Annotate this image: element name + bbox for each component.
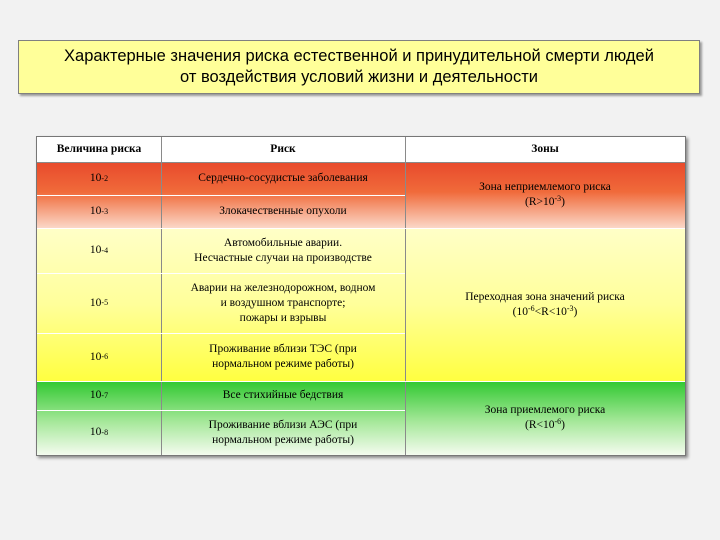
risk-description-cell: Сердечно-сосудистые заболевания (198, 172, 368, 184)
risk-description-cell: Злокачественные опухоли (219, 205, 347, 217)
risk-value-cell: 10 -5 (89, 296, 109, 309)
risk-value-cell: 10 -3 (89, 205, 109, 217)
header-zones: Зоны (405, 137, 685, 162)
grid-line (405, 137, 406, 455)
grid-line (161, 137, 162, 455)
risk-value-cell: 10 -4 (89, 244, 109, 256)
risk-description-cell: Проживание вблизи АЭС (при нормальном режиме работы) (208, 418, 358, 446)
risk-description-cell: Все стихийные бедствия (222, 389, 344, 401)
risk-value-cell: 10 -8 (89, 426, 109, 438)
risk-value-cell: 10 -6 (89, 350, 109, 363)
row-divider (37, 333, 405, 334)
risk-description-cell: Проживание вблизи ТЭС (при нормальном режиме работы) (209, 343, 357, 370)
risk-value-cell: 10 -2 (89, 172, 109, 184)
row-divider (37, 195, 405, 196)
risk-table (36, 136, 686, 456)
row-divider (37, 410, 405, 411)
zone-transitional: Переходная зона значений риска $(10^{-6}<R<10^{-3})$ (465, 290, 625, 318)
grid-line (37, 162, 685, 163)
zone-unacceptable: Зона неприемлемого риска $(R>10^{-3})$ (479, 181, 611, 208)
risk-description-cell: Автомобильные аварии. Несчастные случаи на производстве (194, 236, 372, 264)
risk-value-cell: 10 -7 (89, 389, 109, 401)
row-divider (405, 228, 685, 229)
risk-description-cell: Аварии на железнодорожном, водном и воздушном транспорте; пожары и взрывы (190, 281, 376, 324)
row-divider (37, 381, 685, 382)
header-risk: Риск (161, 137, 405, 162)
slide-title (18, 40, 700, 94)
header-risk-value: Величина риска (37, 137, 161, 162)
row-divider (37, 228, 405, 229)
title-line-1: Характерные значения риска естественной и принудительной смерти людей (64, 47, 654, 65)
title-line-2: от воздействия условий жизни и деятельности (180, 68, 538, 86)
row-divider (37, 273, 405, 274)
zone-acceptable: Зона приемлемого риска $(R<10^{-6})$ (484, 404, 606, 431)
